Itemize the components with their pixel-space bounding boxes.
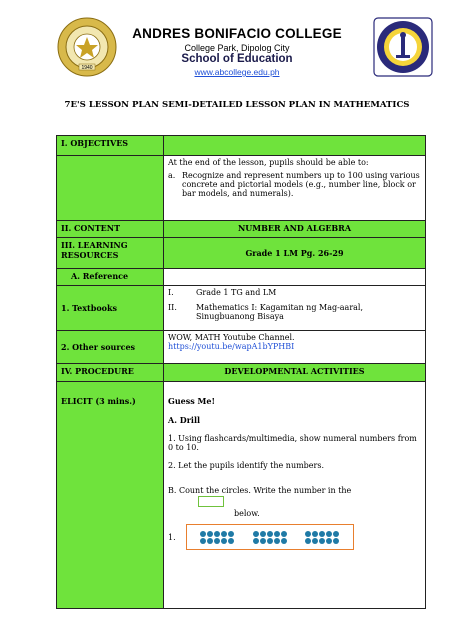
textbook-text: Mathematics I: Kagamitan ng Mag-aaral, Sinugbuanong Bisaya: [196, 303, 364, 321]
circles-box: [186, 524, 354, 550]
youtube-link[interactable]: https://youtu.be/wapA1bYPHBI: [168, 342, 295, 351]
lesson-plan-table: [56, 135, 426, 609]
college-address: College Park, Dipolog City: [184, 43, 290, 53]
answer-box: [198, 496, 224, 507]
elicit-body: [164, 382, 426, 609]
elicit-title: Guess Me!: [168, 396, 215, 406]
content-heading: II. CONTENT: [57, 221, 164, 238]
reference-heading: A. Reference: [57, 269, 164, 286]
procedure-value: DEVELOPMENTAL ACTIVITIES: [164, 364, 426, 382]
count-circle: [221, 531, 227, 537]
website-link[interactable]: www.abcollege.edu.ph: [194, 67, 280, 77]
other-sources-body: [164, 331, 426, 364]
textbook-item: [168, 288, 421, 297]
textbook-text: Grade 1 TG and LM: [196, 288, 277, 297]
objectives-heading: I. OBJECTIVES: [57, 136, 164, 156]
count-circle: [200, 538, 206, 544]
elicit-task-b-text: B. Count the circles. Write the number in the: [168, 486, 352, 495]
count-circle: [305, 538, 311, 544]
other-sources-text: WOW, MATH Youtube Channel.: [168, 333, 295, 342]
content-value: NUMBER AND ALGEBRA: [164, 221, 426, 238]
count-circle: [214, 531, 220, 537]
count-item-row: [168, 524, 421, 550]
count-circle: [267, 531, 273, 537]
objectives-list: [168, 171, 421, 198]
circle-group: [200, 531, 234, 544]
count-circle: [333, 538, 339, 544]
reference-value: [164, 269, 426, 286]
objectives-intro: At the end of the lesson, pupils should be able to:: [168, 158, 369, 167]
count-circle: [312, 531, 318, 537]
count-circle: [253, 538, 259, 544]
objective-marker: a.: [168, 171, 176, 180]
count-circle: [260, 538, 266, 544]
count-circle: [221, 538, 227, 544]
count-circle: [267, 538, 273, 544]
objective-text: Recognize and represent numbers up to 100 using various concrete and pictorial models (e.g., number line, block or bar models, and numerals).: [182, 171, 420, 198]
learning-resources-value: Grade 1 LM Pg. 26-29: [164, 238, 426, 269]
count-circle: [312, 538, 318, 544]
elicit-task-b: [168, 486, 421, 495]
circle-group: [305, 531, 339, 544]
other-sources-heading: 2. Other sources: [57, 331, 164, 364]
count-circle: [200, 531, 206, 537]
elicit-heading: ELICIT (3 mins.): [57, 382, 164, 609]
objective-item: [168, 171, 421, 198]
elicit-task-b-row: [168, 496, 421, 507]
elicit-step-2: 2. Let the pupils identify the numbers.: [168, 461, 325, 470]
count-circle: [228, 538, 234, 544]
count-circle: [281, 531, 287, 537]
procedure-heading: IV. PROCEDURE: [57, 364, 164, 382]
count-circle: [319, 531, 325, 537]
count-circle: [274, 538, 280, 544]
textbook-item: [168, 303, 421, 321]
textbooks-heading: 1. Textbooks: [57, 286, 164, 331]
count-circle: [319, 538, 325, 544]
count-circle: [253, 531, 259, 537]
count-circle: [333, 531, 339, 537]
count-circle: [260, 531, 266, 537]
textbook-number: II.: [168, 303, 177, 312]
elicit-step-1: 1. Using flashcards/multimedia, show numeral numbers from 0 to 10.: [168, 434, 417, 452]
lesson-plan-title: 7E'S LESSON PLAN SEMI-DETAILED LESSON PLAN IN MATHEMATICS: [64, 100, 410, 110]
learning-resources-heading: III. LEARNING RESOURCES: [57, 238, 164, 269]
count-circle: [214, 538, 220, 544]
college-name: ANDRES BONIFACIO COLLEGE: [132, 26, 342, 41]
count-circle: [228, 531, 234, 537]
elicit-task-b-continued: below.: [234, 509, 260, 518]
count-circle: [207, 531, 213, 537]
objectives-body: [164, 156, 426, 221]
count-circle: [207, 538, 213, 544]
count-circle: [274, 531, 280, 537]
circle-group: [253, 531, 287, 544]
svg-text:1940: 1940: [81, 65, 93, 71]
count-circle: [305, 531, 311, 537]
objectives-heading-filler: [164, 136, 426, 156]
count-circle: [326, 538, 332, 544]
elicit-subtitle: A. Drill: [168, 415, 201, 425]
textbooks-list: [164, 286, 426, 331]
objectives-side-cell: [57, 156, 164, 221]
count-item-number: 1.: [168, 532, 176, 542]
count-circle: [281, 538, 287, 544]
school-name: School of Education: [181, 53, 293, 65]
textbook-number: I.: [168, 288, 174, 297]
count-circle: [326, 531, 332, 537]
